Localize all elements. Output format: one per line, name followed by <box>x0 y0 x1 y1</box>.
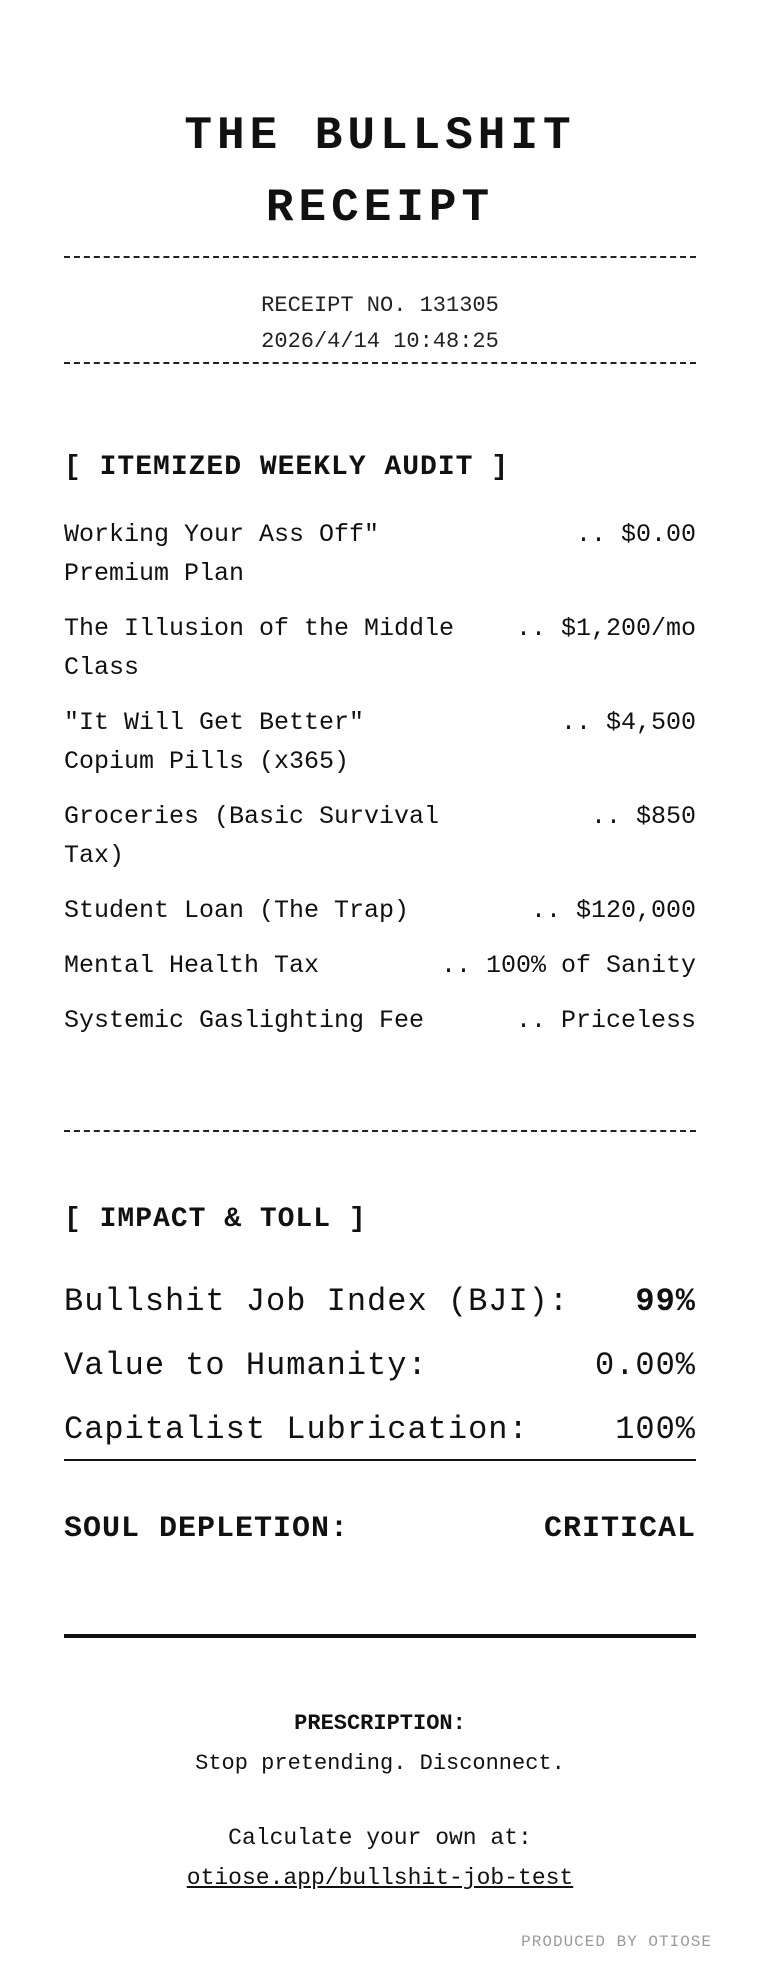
audit-item <box>64 891 696 930</box>
soul-depletion <box>64 1512 696 1546</box>
item-price: .. 100% of Sanity <box>440 951 696 980</box>
item-price: .. $850 <box>590 802 696 831</box>
item-price: .. Priceless <box>515 1006 696 1035</box>
divider <box>64 1459 696 1461</box>
audit-item <box>64 703 696 781</box>
divider-thick <box>64 1634 696 1638</box>
item-price: .. $4,500 <box>560 708 696 737</box>
item-name: Mental Health Tax <box>64 951 320 980</box>
item-name: Groceries (Basic Survival Tax) <box>64 802 440 870</box>
item-price: .. $0.00 <box>575 520 696 549</box>
audit-item <box>64 1001 696 1040</box>
item-price: .. $1,200/mo <box>515 614 696 643</box>
impact-label: Value to Humanity: <box>64 1347 428 1384</box>
audit-section-title: [ ITEMIZED WEEKLY AUDIT ] <box>64 452 510 483</box>
cta <box>0 1818 760 1900</box>
audit-item <box>64 946 696 985</box>
impact-list <box>64 1270 696 1462</box>
item-name: Student Loan (The Trap) <box>64 896 410 925</box>
impact-row-value <box>64 1334 696 1398</box>
receipt-datetime: 2026/4/14 10:48:25 <box>261 329 499 354</box>
divider <box>64 1130 696 1132</box>
divider <box>64 256 696 258</box>
title-line-1: THE BULLSHIT <box>184 110 576 162</box>
impact-value: 0.00% <box>594 1347 696 1384</box>
prescription <box>0 1704 760 1784</box>
title-line-2: RECEIPT <box>265 182 495 234</box>
prescription-text: Stop pretending. Disconnect. <box>195 1751 565 1776</box>
divider <box>64 362 696 364</box>
footer-credit: PRODUCED BY OTIOSE <box>521 1933 712 1951</box>
impact-value: 99% <box>635 1283 696 1320</box>
audit-item-list <box>64 515 696 1056</box>
receipt-title <box>0 100 760 244</box>
impact-section-title: [ IMPACT & TOLL ] <box>64 1204 367 1235</box>
cta-link[interactable]: otiose.app/bullshit-job-test <box>186 1865 574 1891</box>
item-price: .. $120,000 <box>530 896 696 925</box>
audit-item <box>64 797 696 875</box>
impact-row-lubrication <box>64 1398 696 1462</box>
impact-label: Capitalist Lubrication: <box>64 1411 529 1448</box>
audit-item <box>64 515 696 593</box>
audit-item <box>64 609 696 687</box>
soul-label: SOUL DEPLETION: <box>64 1512 350 1546</box>
cta-label: Calculate your own at: <box>228 1825 532 1851</box>
impact-label: Bullshit Job Index (BJI): <box>64 1283 570 1320</box>
item-name: The Illusion of the Middle Class <box>64 614 455 682</box>
soul-value: CRITICAL <box>543 1512 696 1546</box>
item-name: "It Will Get Better" Copium Pills (x365) <box>64 708 365 776</box>
impact-value: 100% <box>615 1411 696 1448</box>
item-name: Systemic Gaslighting Fee <box>64 1006 425 1035</box>
prescription-label: PRESCRIPTION: <box>294 1711 466 1736</box>
item-name: Working Your Ass Off" Premium Plan <box>64 520 380 588</box>
receipt-meta <box>0 288 760 360</box>
receipt-number: RECEIPT NO. 131305 <box>261 293 499 318</box>
impact-row-bji <box>64 1270 696 1334</box>
